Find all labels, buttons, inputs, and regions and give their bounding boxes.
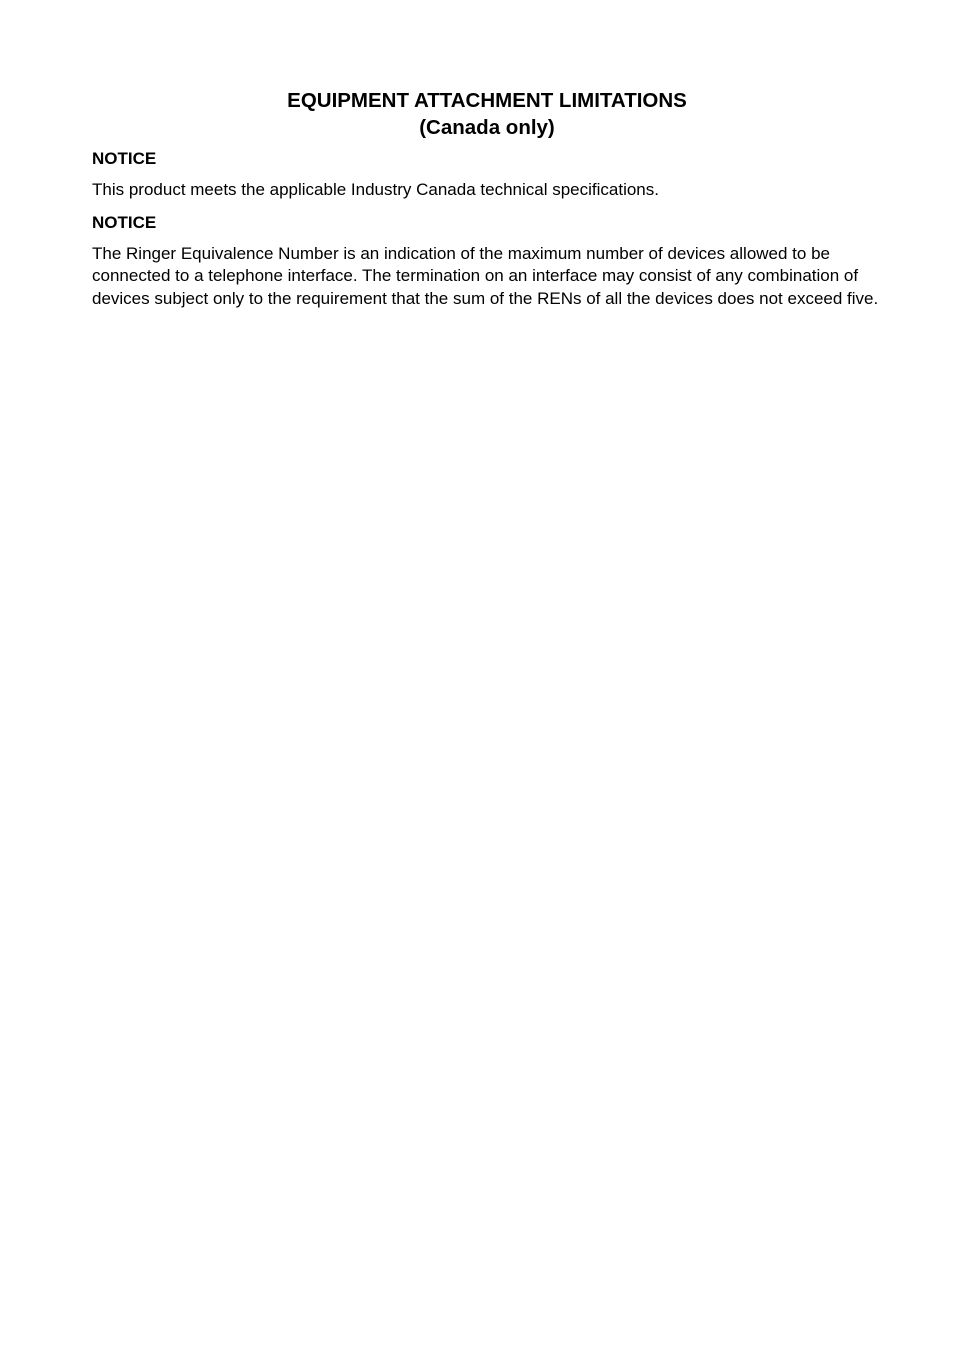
notice-text-1: This product meets the applicable Industry Canada technical specifications. (92, 180, 659, 199)
document-body (92, 148, 892, 310)
notice-heading-1: NOTICE (92, 149, 157, 168)
notice-heading-2: NOTICE (92, 212, 157, 232)
page-subtitle: (Canada only) (419, 116, 555, 139)
notice-text-2: The Ringer Equivalence Number is an indication of the maximum number of devices allowed to be connected to a telephone interface. The termination on an interface may consist of any combination of devices subject only to the requirement that the sum of the RENs of all the devices does not exceed five. (92, 243, 879, 308)
page-title: EQUIPMENT ATTACHMENT LIMITATIONS (287, 89, 687, 112)
title-block (0, 87, 954, 141)
